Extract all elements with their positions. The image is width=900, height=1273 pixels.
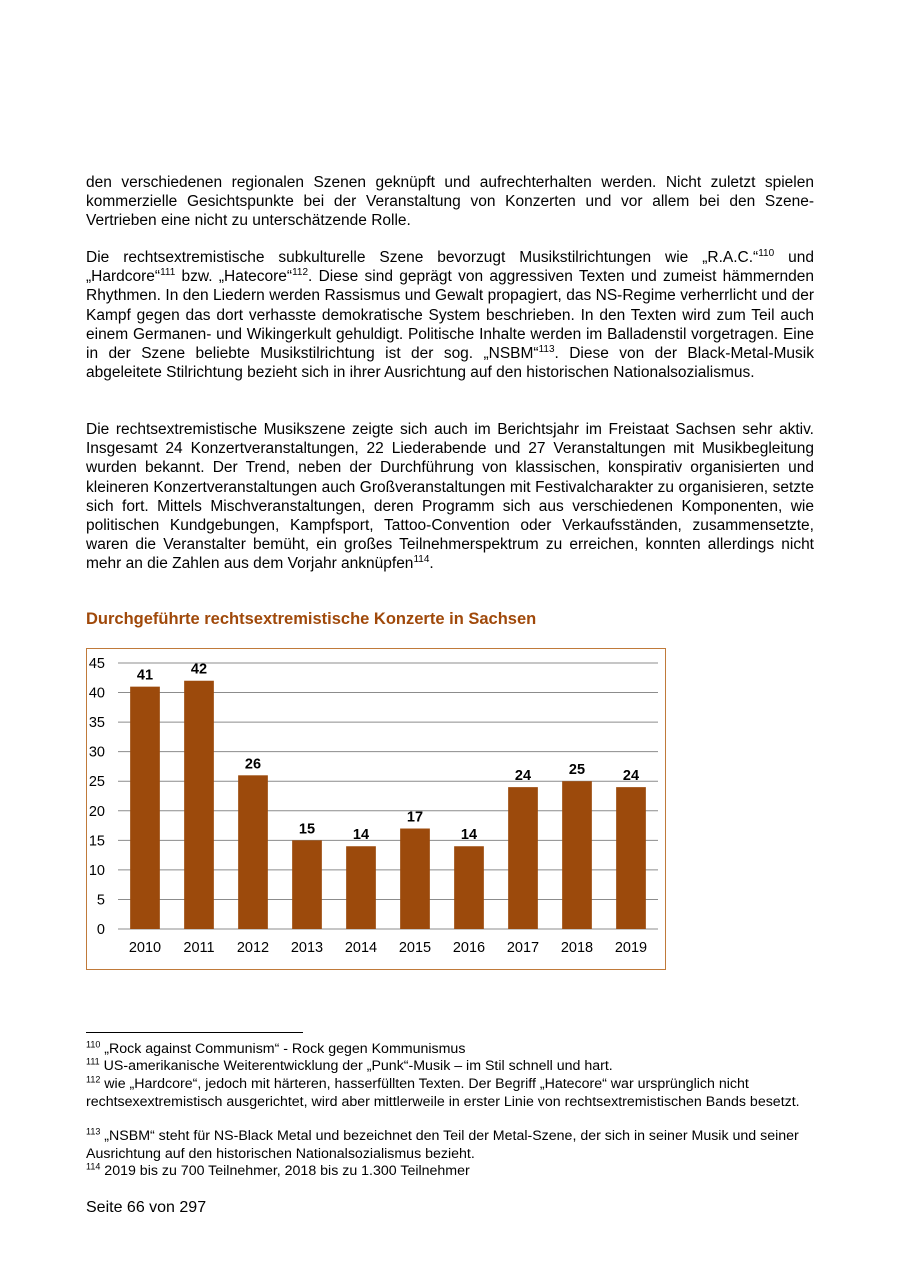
- data-label: 25: [568, 762, 586, 779]
- x-tick-label: 2010: [128, 940, 162, 956]
- bar: [454, 846, 484, 929]
- footnote-text: „NSBM“ steht für NS-Black Metal und bezeichnet den Teil der Metal-Szene, der sich in seiner Musik und seiner Ausrichtung auf den historischen Nationalsozialismus bezieht.: [86, 1128, 799, 1162]
- footnote-number: 114: [86, 1161, 101, 1172]
- p2-text-b: und „Hardcore“: [86, 249, 814, 286]
- footnote-ref-111[interactable]: 111: [160, 267, 176, 279]
- paragraph-music-scene: [86, 420, 814, 574]
- footnote-112: [86, 1076, 814, 1111]
- data-label: 24: [514, 768, 532, 785]
- x-tick-label: 2018: [560, 940, 594, 956]
- y-tick-label: 30: [88, 744, 105, 761]
- bar: [346, 846, 376, 929]
- concerts-bar-chart: [86, 648, 666, 970]
- data-label: 26: [244, 756, 262, 773]
- footnote-number: 112: [86, 1074, 101, 1085]
- data-label: 14: [460, 827, 478, 844]
- bar: [562, 781, 592, 929]
- paragraph-music-styles: [86, 248, 814, 382]
- footnote-number: 110: [86, 1039, 101, 1050]
- p2-text-e: . Diese von der Black-Metal-Musik abgeleitete Stilrichtung bezieht sich in ihrer Ausrichtung auf den historischen Nationalsozialismus.: [86, 345, 814, 382]
- p2-text-a: Die rechtsextremistische subkulturelle Szene bevorzugt Musikstilrichtungen wie „R.A.C.“: [86, 249, 759, 266]
- footnote-110: [86, 1041, 814, 1059]
- y-tick-label: 5: [96, 892, 105, 909]
- footnote-text: „Rock against Communism“ - Rock gegen Kommunismus: [100, 1041, 466, 1057]
- footnote-ref-110[interactable]: 110: [758, 247, 775, 259]
- y-tick-label: 10: [88, 862, 105, 879]
- bar: [508, 787, 538, 929]
- bar: [238, 775, 268, 929]
- p2-text-c: bzw. „Hatecore“: [175, 268, 293, 286]
- footnote-number: 113: [86, 1126, 101, 1137]
- footnote-text: wie „Hardcore“, jedoch mit härteren, hasserfüllten Texten. Der Begriff „Hatecore“ war ursprünglich nicht rechtsexextremistisch ausgerichtet, wird aber mittlerweile in erster Linie von rechtsextremistischen Bands besetzt.: [86, 1076, 800, 1110]
- bar: [130, 687, 160, 929]
- footnote-number: 111: [86, 1056, 100, 1067]
- y-tick-label: 20: [88, 803, 105, 820]
- p2-text-d: . Diese sind geprägt von aggressiven Texten und zumeist hämmernden Rhythmen. In den Liedern werden Rassismus und Gewalt propagiert, das NS-Regime verherrlicht und der Kampf gegen das dort verhasste demokratische System beschrieben. In den Texten wird zum Teil auch einem Germanen- und Wikingerkult gehuldigt. Politische Inhalte werden im Balladenstil vorgetragen. Eine in der Szene beliebte Musikstilrichtung ist der sog. „NSBM“: [86, 268, 814, 363]
- data-label: 14: [352, 827, 370, 844]
- chart-title: Durchgeführte rechtsextremistische Konzerte in Sachsen: [86, 610, 537, 628]
- footnote-111: [86, 1058, 814, 1076]
- x-tick-label: 2014: [344, 940, 378, 956]
- footnote-114: [86, 1163, 814, 1181]
- footnote-ref-113[interactable]: 113: [538, 343, 555, 355]
- page-number: Seite 66 von 297: [86, 1199, 207, 1216]
- footnote-ref-114[interactable]: 114: [413, 554, 430, 566]
- paragraph-intro: den verschiedenen regionalen Szenen geknüpft und aufrechterhalten werden. Nicht zuletzt spielen kommerzielle Gesichtspunkte bei der Veranstaltung von Konzerten und vor allem bei den Szene-Vertrieben eine nicht zu unterschätzende Rolle.: [86, 174, 814, 230]
- footnote-divider: [86, 1032, 303, 1033]
- y-tick-label: 25: [88, 774, 105, 791]
- x-tick-label: 2019: [614, 940, 648, 956]
- footnote-ref-112[interactable]: 112: [292, 267, 309, 279]
- footnote-text: US-amerikanische Weiterentwicklung der „Punk“-Musik – im Stil schnell und hart.: [99, 1058, 613, 1074]
- data-label: 15: [298, 821, 316, 838]
- p3-text-b: .: [429, 555, 434, 573]
- y-tick-label: 35: [88, 715, 105, 732]
- x-tick-label: 2011: [183, 940, 215, 956]
- x-tick-label: 2015: [398, 940, 432, 956]
- bar: [184, 681, 214, 929]
- bar: [400, 829, 430, 929]
- x-tick-label: 2017: [506, 940, 540, 956]
- y-tick-label: 45: [88, 656, 105, 672]
- data-label: 41: [136, 667, 154, 684]
- y-tick-label: 0: [96, 922, 105, 938]
- p3-text-a: Die rechtsextremistische Musikszene zeigte sich auch im Berichtsjahr im Freistaat Sachsen sehr aktiv. Insgesamt 24 Konzertveranstaltungen, 22 Liederabende und 27 Veranstaltungen mit Musikbegleitung wurden bekannt. Der Trend, neben der Durchführung von klassischen, konspirativ organisierten und kleineren Konzertveranstaltungen auch Großveranstaltungen mit Festivalcharakter zu organisieren, setzte sich fort. Mittels Mischveranstaltungen, deren Programm sich aus verschiedenen Komponenten, wie politischen Kundgebungen, Kampfsport, Tattoo-Convention oder Verkaufsständen, zusammensetzte, waren die Veranstalter bemüht, ein großes Teilnehmerspektrum zu erreichen, konnten allerdings nicht mehr an die Zahlen aus dem Vorjahr anknüpfen: [86, 421, 814, 573]
- bar: [292, 840, 322, 929]
- x-tick-label: 2012: [236, 940, 270, 956]
- footnote-113: [86, 1128, 814, 1163]
- data-label: 17: [406, 809, 424, 826]
- bar: [616, 787, 646, 929]
- y-tick-label: 40: [88, 685, 105, 702]
- x-tick-label: 2016: [452, 940, 486, 956]
- x-tick-label: 2013: [290, 940, 324, 956]
- data-label: 24: [622, 768, 640, 785]
- footnote-text: 2019 bis zu 700 Teilnehmer, 2018 bis zu 1.300 Teilnehmer: [100, 1163, 470, 1179]
- data-label: 42: [190, 661, 208, 678]
- y-tick-label: 15: [88, 833, 105, 850]
